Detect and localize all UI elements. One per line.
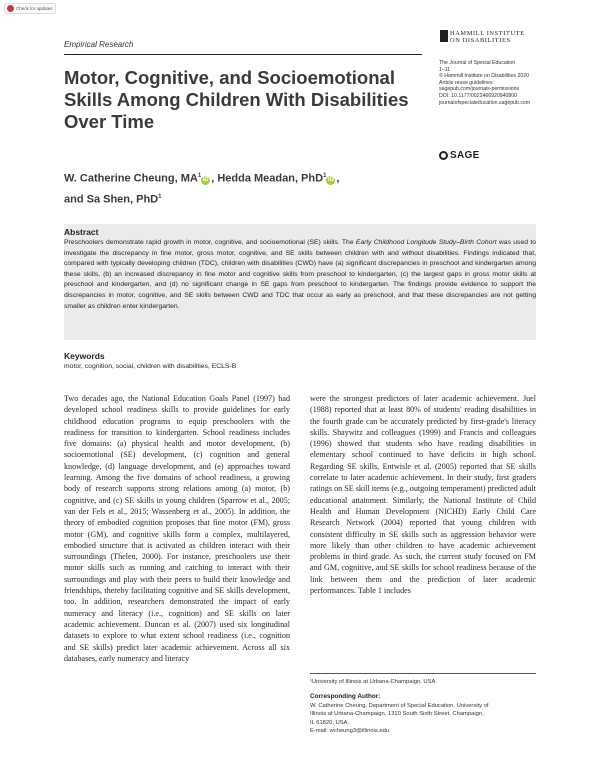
doi[interactable]: DOI: 10.1177/0022466920940800 xyxy=(439,92,518,99)
sage-logo xyxy=(439,150,480,161)
hammill-logo-icon xyxy=(440,30,448,42)
check-for-updates-badge[interactable] xyxy=(4,3,56,14)
author-1-affiliation: 1 xyxy=(197,173,202,179)
journal-metadata xyxy=(439,60,569,106)
keywords-heading: Keywords xyxy=(64,351,105,361)
sage-logo-text: SAGE xyxy=(450,150,480,161)
corresponding-author-details: W. Catherine Cheung, Department of Special Education, University of Illinois at Urbana-Champaign, 1310 South Sixth Street, Champaign, IL 61820, USA. E-mail: wcheung3@illinois.edu xyxy=(310,702,536,736)
reuse-guidelines-label: Article reuse guidelines: xyxy=(439,79,495,86)
author-email[interactable]: E-mail: wcheung3@illinois.edu xyxy=(310,728,390,735)
publisher-logo-line1: HAMMILL INSTITUTE xyxy=(450,30,525,37)
page-range: 1–11 xyxy=(439,66,451,73)
orcid-icon[interactable]: iD xyxy=(327,176,334,183)
corresponding-author-heading: Corresponding Author: xyxy=(310,693,381,700)
author-3-affiliation: 1 xyxy=(158,193,162,200)
author-3[interactable]: and Sa Shen, PhD xyxy=(64,193,159,206)
body-text-left-column: Two decades ago, the National Education Goals Panel (1997) had developed school readiness skills to provide guidelines for early childhood education programs to equip preschoolers with the readiness for transition to kindergarten. School readiness includes five domains: (a) physical health and motor development, (b) socioemotional (SE) development, (c) cognition and general knowledge, (d) language development, and (e) approaches toward learning. Among the five domains of school readiness, a growing body of research supports strong relations among (a) motor, (b) cognitive, and (c) SE skills in young children (Sparrow et al., 2005; van der Fels et al., 2015; Wassenberg et al., 2005). In addition, the theory of embodied cognition proposes that fine motor (FM), gross motor (GM), and cognitive skills form a complex, multilayered, embodied structure that is activated as children interact with their surroundings (Thelen, 2000). For instance, preschoolers use their motor skills such as running and catching to interact with their surroundings and play with their peers to build their knowledge and friendships, thereby facilitating cognitive and SE skills development, too. In addition, researchers demonstrated the impact of early numeracy and literacy (i.e., cognition) and SE skills on later academic achievement. Duncan et al. (2007) used six longitudinal datasets to explore to what extent school readiness (i.e., cognition and SE skills) predict later academic achievement. Across all six databases, early numeracy and literacy xyxy=(64,394,290,663)
author-2[interactable]: Hedda Meadan, PhD xyxy=(217,172,324,185)
author-2-affiliation: 1 xyxy=(323,173,327,179)
sage-mark-icon xyxy=(439,151,448,160)
author-affiliation: ¹University of Illinois at Urbana-Champaign, USA xyxy=(310,679,436,685)
keywords-list: motor, cognition, social, children with disabilities, ECLS-B xyxy=(64,363,237,370)
permissions-link[interactable]: sagepub.com/journals-permissions xyxy=(439,86,520,93)
author-1[interactable]: W. Catherine Cheung, MA xyxy=(64,172,198,185)
orcid-icon[interactable]: iD xyxy=(202,176,209,183)
study-name: Early Childhood Longitude Study–Birth Cohort xyxy=(355,239,497,246)
section-label: Empirical Research xyxy=(64,40,134,49)
body-text-right-column: were the strongest predictors of later academic achievement. Juel (1988) reported that at least 80% of students' reading disabilities in the fourth grade can be accurately predicted by first-grade's literacy skills. Shaywitz and colleagues (1999) and Francis and colleagues (1996) showed that students who have reading disabilities in elementary school continued to have deficits in high school. Regarding SE skills, Entwisle et al. (2005) reported that SE skills correlate to later academic achievement. In their study, first graders ratings on SE skill items (e.g., outgoing temperament) predicted adult educational attainment. Similarly, the National Institute of Child Health and Human Development (NICHD) Early Child Care Research Network (2004) reported that young children with consistent difficulty in SE skills such as aggression behavior were more likely than other children to have academic achievement problems in third grade. As such, the current study focused on FM and GM, cognitive, and SE skills for school readiness because of the link between them and the prediction of later academic performances. Table 1 includes xyxy=(310,394,536,596)
author-list: W. Catherine Cheung, $MA^1iD$ , Hedda Meadan, PhD$^1$iD , and Sa Shen, PhD$^1$ xyxy=(64,172,340,206)
publisher-logo xyxy=(440,30,525,44)
check-for-updates-label: Check for updates xyxy=(16,6,53,11)
abstract-text: Preschoolers demonstrate rapid growth in motor, cognitive, and socioemotional (SE) skills. The Early Childhood Longitude Study–Birth Cohort was used to investigate the discrepancy in fine motor, gross motor, cognitive, and SE skills between children with and without disabilities. Findings indicated that, compared with typically developing children (TDC), children with disabilities (CWD) have (a) significant discrepancies in preschool and kindergarten among these skills, (b) an increased discrepancy in fine motor and cognitive skills from preschool to kindergarten, (c) the largest gaps in gross motor skills at preschool and kindergarten, and (d) no significant change in SE gaps from preschool to kindergarten. The findings provide evidence to support the discrepancies in motor, cognitive, and SE skills between CWD and TDC that occur as early as preschool, and that these discrepancies are not getting smaller as children enter kindergarten. xyxy=(64,239,536,310)
journal-name: The Journal of Special Education xyxy=(439,60,516,66)
abstract-heading: Abstract xyxy=(64,227,99,237)
footnote-rule xyxy=(310,673,536,674)
journal-url[interactable]: journalofspecialeducation.sagepub.com xyxy=(439,99,531,106)
copyright: © Hammill Institute on Disabilities 2020 xyxy=(439,73,530,80)
header-rule xyxy=(64,54,422,55)
check-updates-icon xyxy=(7,5,14,12)
publisher-logo-line2: ON DISABILITIES xyxy=(450,37,511,44)
article-title: Motor, Cognitive, and Socioemotional Skills Among Children With Disabilities Over Time xyxy=(64,67,409,132)
